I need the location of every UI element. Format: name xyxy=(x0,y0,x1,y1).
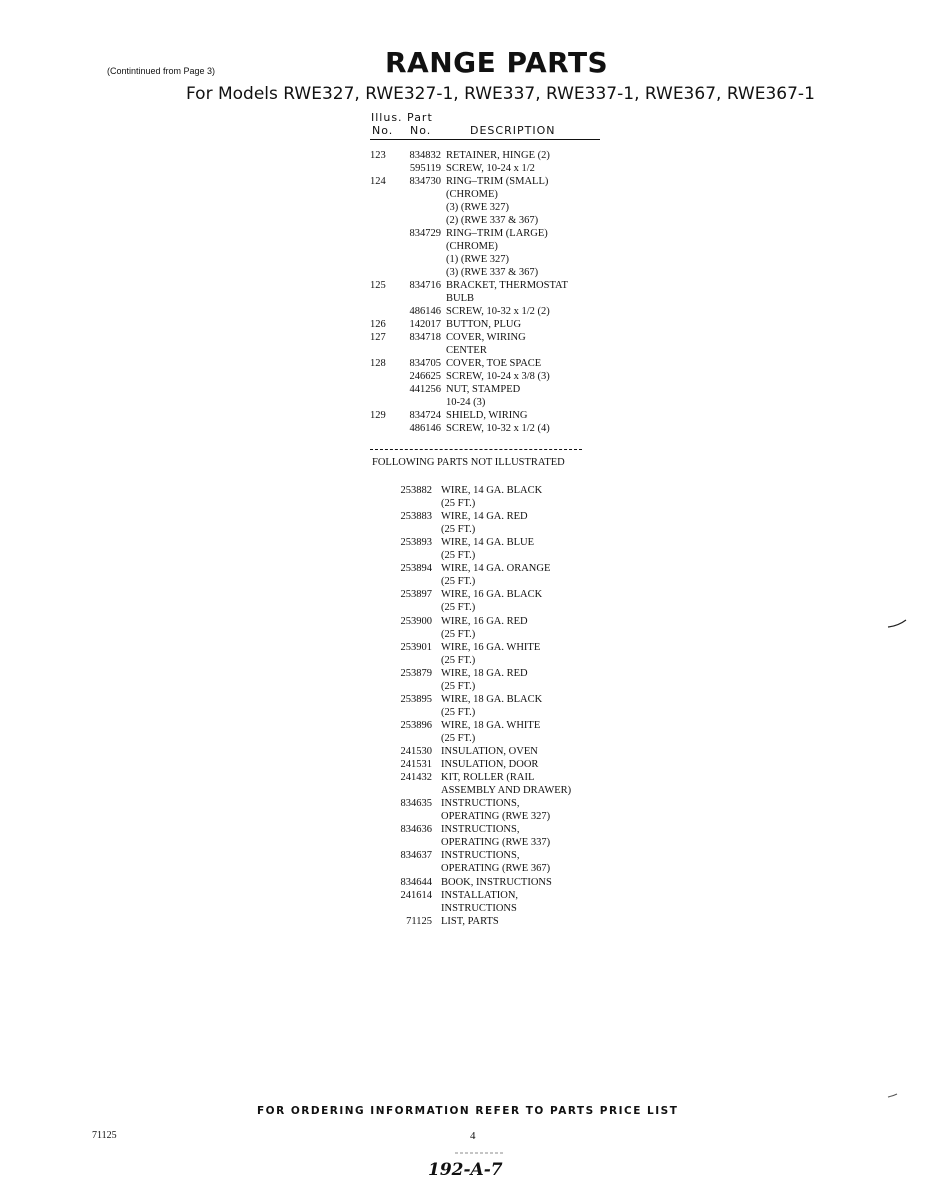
part-description: ASSEMBLY AND DRAWER) xyxy=(441,785,572,797)
part-description: RETAINER, HINGE (2) xyxy=(446,150,550,161)
part-description: INSULATION, DOOR xyxy=(441,759,539,771)
part-description: WIRE, 14 GA. ORANGE xyxy=(441,563,551,575)
illus-number: 123 xyxy=(370,150,386,161)
header-description: DESCRIPTION xyxy=(470,124,556,137)
part-description: (25 FT.) xyxy=(441,654,476,666)
part-description: (CHROME) xyxy=(446,189,498,200)
part-description: (3) (RWE 337 & 367) xyxy=(446,267,539,278)
part-number: 253882 xyxy=(400,485,432,496)
part-description: SCREW, 10-32 x 1/2 (4) xyxy=(446,423,550,434)
part-description: (2) (RWE 337 & 367) xyxy=(446,215,539,226)
part-number: 253883 xyxy=(400,511,432,523)
part-number: 142017 xyxy=(409,319,441,330)
part-number: 834635 xyxy=(400,798,432,810)
part-number: 246625 xyxy=(409,371,441,382)
part-description: BUTTON, PLUG xyxy=(446,319,522,330)
part-number: 834636 xyxy=(400,824,432,836)
part-description: SCREW, 10-24 x 1/2 xyxy=(446,163,535,174)
part-description: (25 FT.) xyxy=(441,628,476,640)
part-description: (25 FT.) xyxy=(441,576,476,588)
part-number: 834730 xyxy=(409,176,441,187)
part-description: BRACKET, THERMOSTAT xyxy=(446,280,568,291)
part-description: (25 FT.) xyxy=(441,706,476,718)
part-description: 10-24 (3) xyxy=(446,397,486,408)
part-description: NUT, STAMPED xyxy=(446,384,521,395)
part-description: WIRE, 18 GA. RED xyxy=(441,667,528,679)
part-description: KIT, ROLLER (RAIL xyxy=(441,772,535,784)
part-description: INSTALLATION, xyxy=(441,889,519,901)
part-number: 253894 xyxy=(400,563,432,575)
part-number: 71125 xyxy=(406,915,432,927)
part-description: (1) (RWE 327) xyxy=(446,254,509,265)
part-number: 241432 xyxy=(400,772,432,784)
part-description: WIRE, 14 GA. BLACK xyxy=(441,485,543,496)
not-illustrated-heading: FOLLOWING PARTS NOT ILLUSTRATED xyxy=(372,457,565,468)
part-description: WIRE, 16 GA. RED xyxy=(441,615,528,627)
part-description: OPERATING (RWE 327) xyxy=(441,811,551,823)
part-description: WIRE, 16 GA. BLACK xyxy=(441,589,543,601)
part-description: SCREW, 10-32 x 1/2 (2) xyxy=(446,306,550,317)
part-number: 253901 xyxy=(400,641,432,653)
part-number: 253895 xyxy=(400,693,432,705)
illus-number: 124 xyxy=(370,176,386,187)
part-description: INSTRUCTIONS, xyxy=(441,824,520,836)
part-description: (CHROME) xyxy=(446,241,498,252)
part-number: 595119 xyxy=(409,163,441,174)
part-description: (25 FT.) xyxy=(441,732,476,744)
part-number: 441256 xyxy=(409,384,441,395)
continued-note: (Contintinued from Page 3) xyxy=(107,66,216,76)
part-description: SHIELD, WIRING xyxy=(446,410,528,421)
part-description: WIRE, 16 GA. WHITE xyxy=(441,641,541,653)
part-description: CENTER xyxy=(446,345,487,356)
part-description: (25 FT.) xyxy=(441,680,476,692)
illus-number: 128 xyxy=(370,358,386,369)
part-number: 253879 xyxy=(400,667,432,679)
part-number: 834644 xyxy=(400,876,432,888)
part-number: 834832 xyxy=(409,150,441,161)
part-description: INSTRUCTIONS xyxy=(441,902,517,914)
part-description: WIRE, 18 GA. BLACK xyxy=(441,693,543,705)
part-number: 253897 xyxy=(400,589,432,601)
part-description: (25 FT.) xyxy=(441,524,476,536)
part-description: COVER, TOE SPACE xyxy=(446,358,542,369)
part-description: RING–TRIM (LARGE) xyxy=(446,228,548,239)
part-number: 486146 xyxy=(409,306,441,317)
header-illus-no: No. xyxy=(372,124,394,137)
illus-number: 129 xyxy=(370,410,386,421)
part-number: 834729 xyxy=(409,228,441,239)
part-description: INSULATION, OVEN xyxy=(441,746,538,757)
part-number: 253893 xyxy=(400,537,432,549)
part-number: 241614 xyxy=(400,889,432,901)
part-description: BOOK, INSTRUCTIONS xyxy=(441,876,552,888)
part-description: WIRE, 14 GA. RED xyxy=(441,511,528,523)
part-description: RING–TRIM (SMALL) xyxy=(446,176,549,187)
handwritten-code: 192-A-7 xyxy=(428,1160,503,1180)
part-description: (25 FT.) xyxy=(441,602,476,614)
models-subtitle: For Models RWE327, RWE327-1, RWE337, RWE337-1, RWE367, RWE367-1 xyxy=(186,84,815,104)
part-number: 253900 xyxy=(400,615,432,627)
illus-number: 125 xyxy=(370,280,386,291)
part-description: SCREW, 10-24 x 3/8 (3) xyxy=(446,371,550,382)
part-number: 486146 xyxy=(409,423,441,434)
part-number: 834718 xyxy=(409,332,441,343)
part-description: (25 FT.) xyxy=(441,550,476,562)
part-description: OPERATING (RWE 337) xyxy=(441,837,551,849)
part-number: 834705 xyxy=(409,358,441,369)
header-part-no: No. xyxy=(410,124,432,137)
part-description: WIRE, 14 GA. BLUE xyxy=(441,537,535,549)
illus-number: 126 xyxy=(370,319,386,330)
part-description: OPERATING (RWE 367) xyxy=(441,863,551,875)
part-description: INSTRUCTIONS, xyxy=(441,850,520,862)
part-description: BULB xyxy=(446,293,475,304)
part-number: 241530 xyxy=(400,746,432,757)
illus-number: 127 xyxy=(370,332,386,343)
ordering-footer: FOR ORDERING INFORMATION REFER TO PARTS PRICE LIST xyxy=(257,1105,679,1117)
part-description: LIST, PARTS xyxy=(441,915,499,927)
page-number: 4 xyxy=(470,1130,476,1142)
part-description: (25 FT.) xyxy=(441,498,476,510)
part-description: (3) (RWE 327) xyxy=(446,202,509,213)
document-number: 71125 xyxy=(92,1130,117,1141)
header-illus-part: Illus. Part xyxy=(371,111,433,124)
part-number: 253896 xyxy=(400,719,432,731)
part-number: 241531 xyxy=(400,759,432,771)
part-description: INSTRUCTIONS, xyxy=(441,798,520,810)
part-description: WIRE, 18 GA. WHITE xyxy=(441,719,541,731)
part-number: 834724 xyxy=(409,410,441,421)
page-title: RANGE PARTS xyxy=(385,46,609,79)
part-number: 834716 xyxy=(409,280,441,291)
part-description: COVER, WIRING xyxy=(446,332,526,343)
part-number: 834637 xyxy=(400,850,432,862)
